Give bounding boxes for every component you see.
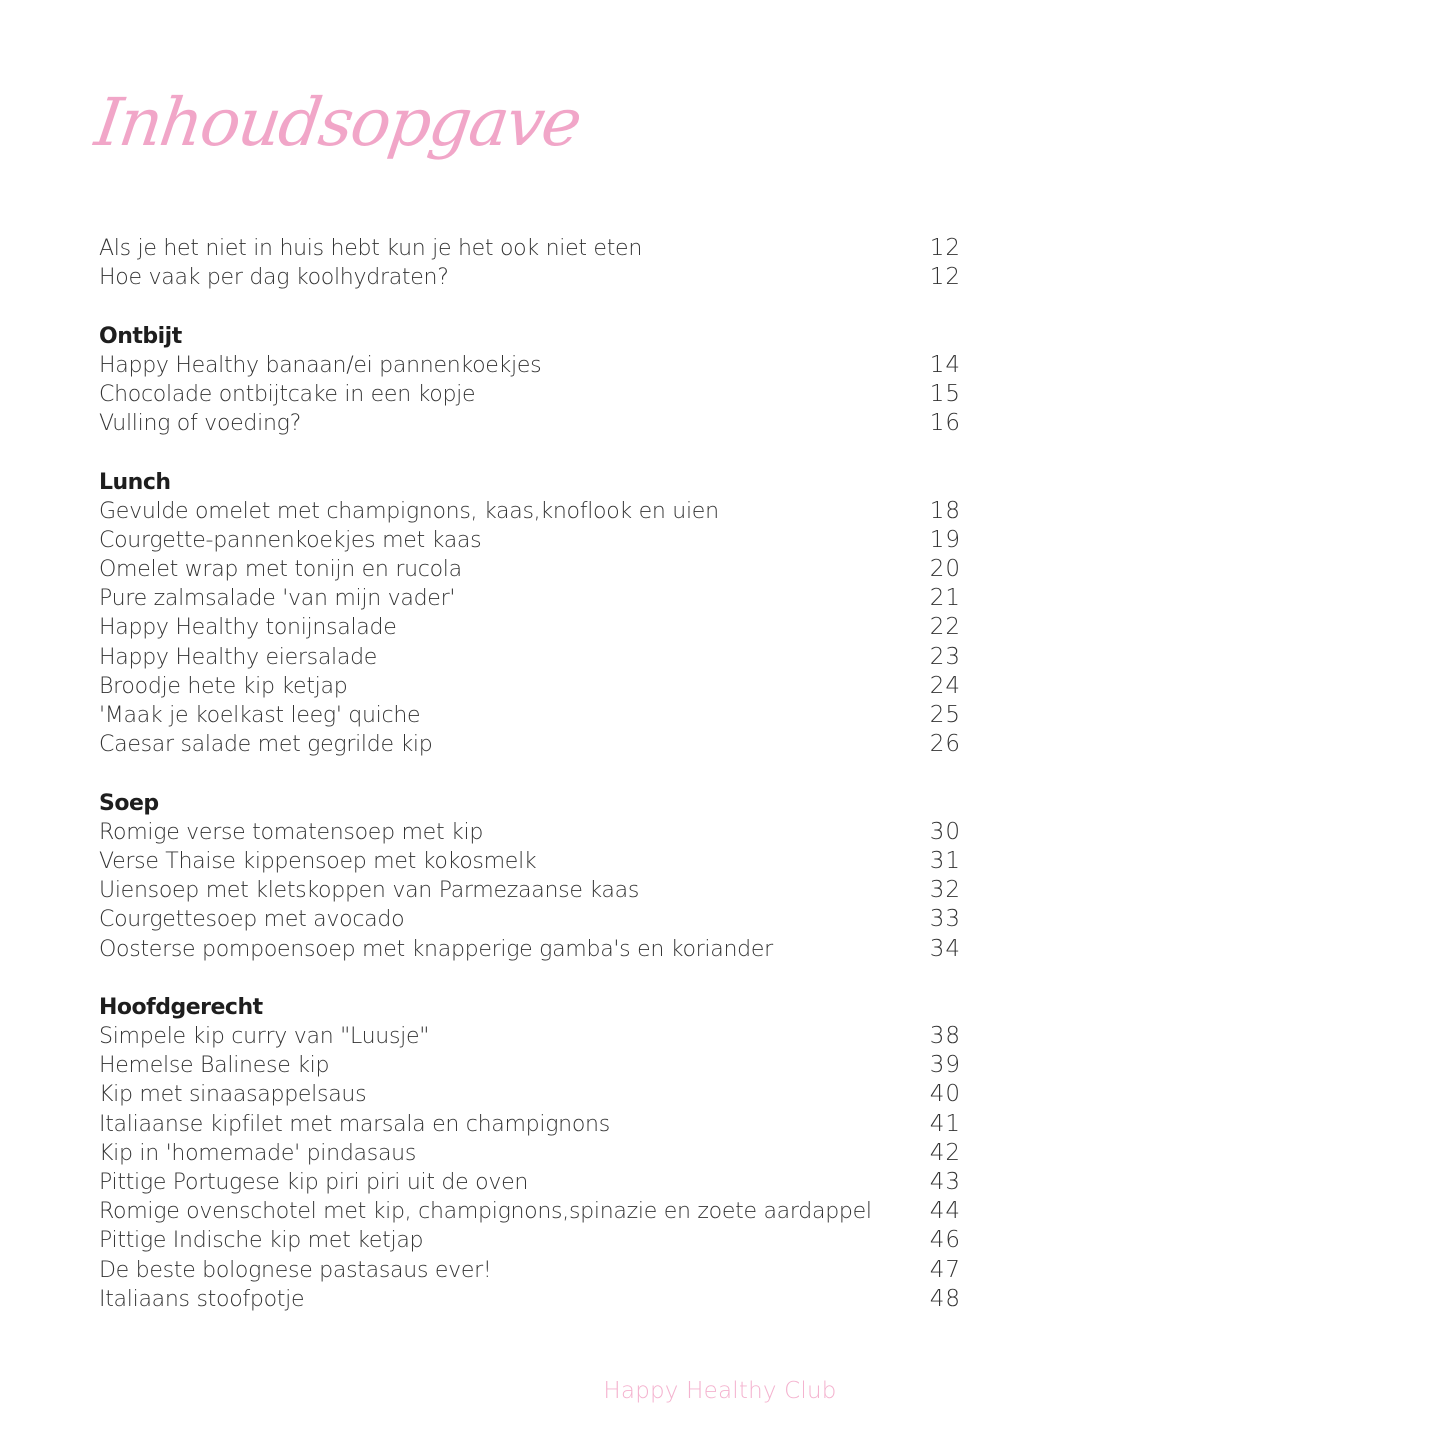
entry-label: Simpele kip curry van "Luusje" (99, 1023, 430, 1050)
entry-label: Omelet wrap met tonijn en rucola (99, 556, 462, 583)
entry-page: 30 (929, 818, 961, 845)
toc-entry[interactable] (99, 1139, 969, 1168)
intro-list (99, 234, 969, 292)
entry-label: Caesar salade met gegrilde kip (99, 731, 433, 758)
entry-label: Italiaanse kipfilet met marsala en champignons (99, 1110, 610, 1137)
toc-entry[interactable] (99, 526, 969, 555)
entry-page: 42 (929, 1139, 961, 1166)
section-heading: Soep (99, 790, 159, 816)
entry-page: 25 (929, 702, 961, 728)
entry-label: Pittige Portugese kip piri piri uit de oven (99, 1169, 529, 1195)
toc-entry[interactable] (99, 876, 969, 905)
entry-page: 47 (929, 1256, 961, 1283)
toc-entry[interactable] (99, 935, 969, 964)
entry-page: 23 (929, 643, 961, 670)
toc-entry[interactable] (99, 409, 969, 438)
entry-label: De beste bolognese pastasaus ever! (99, 1256, 492, 1283)
toc-entry[interactable] (99, 497, 969, 526)
entry-page: 41 (929, 1110, 961, 1137)
entry-label: Hoe vaak per dag koolhydraten? (99, 264, 449, 291)
toc-entry[interactable] (99, 1226, 969, 1255)
section-heading: Hoofdgerecht (99, 994, 263, 1020)
entry-label: 'Maak je koelkast leeg' quiche (99, 702, 421, 728)
entry-label: Romige verse tomatensoep met kip (99, 818, 484, 845)
toc-entry[interactable] (99, 584, 969, 613)
toc-entry[interactable] (99, 1080, 969, 1109)
entry-page: 48 (929, 1285, 961, 1312)
entry-label: Happy Healthy tonijnsalade (99, 614, 397, 641)
entry-label: Broodje hete kip ketjap (99, 672, 348, 699)
entry-page: 32 (929, 877, 961, 904)
entry-label: Kip met sinaasappelsaus (99, 1081, 367, 1108)
entry-label: Pittige Indische kip met ketjap (99, 1227, 424, 1254)
entry-label: Uiensoep met kletskoppen van Parmezaanse kaas (99, 877, 640, 904)
entry-label: Als je het niet in huis hebt kun je het ook niet eten (99, 235, 643, 261)
toc-entry[interactable] (99, 1256, 969, 1285)
entry-label: Happy Healthy eiersalade (99, 643, 378, 670)
entry-label: Romige ovenschotel met kip, champignons,spinazie en zoete aardappel (99, 1198, 872, 1225)
section-hoofdgerecht (99, 993, 969, 1314)
toc-entry[interactable] (99, 1168, 969, 1197)
entry-page: 22 (929, 614, 961, 641)
entry-page: 24 (929, 672, 961, 699)
toc-entry[interactable] (99, 1022, 969, 1051)
page-footer (0, 1378, 1440, 1404)
entry-page: 39 (929, 1052, 961, 1079)
entry-page: 19 (929, 526, 961, 553)
entry-label: Vulling of voeding? (99, 410, 301, 437)
entry-page: 26 (929, 731, 961, 758)
entry-page: 34 (929, 935, 961, 962)
entry-page: 20 (929, 556, 961, 583)
toc-entry[interactable] (99, 263, 969, 292)
toc-entry[interactable] (99, 555, 969, 584)
toc-entry[interactable] (99, 905, 969, 934)
entry-page: 46 (929, 1227, 961, 1254)
table-of-contents (99, 234, 969, 1314)
toc-entry[interactable] (99, 234, 969, 263)
entry-page: 15 (929, 380, 961, 407)
entry-page: 40 (929, 1081, 961, 1108)
toc-entry[interactable] (99, 1110, 969, 1139)
entry-page: 14 (929, 351, 961, 378)
toc-entry[interactable] (99, 613, 969, 642)
toc-entry[interactable] (99, 1285, 969, 1314)
entry-page: 38 (929, 1023, 961, 1050)
entry-label: Pure zalmsalade 'van mijn vader' (99, 585, 456, 612)
entry-page: 21 (929, 585, 961, 612)
section-lunch (99, 468, 969, 760)
toc-entry[interactable] (99, 672, 969, 701)
page-title: Inhoudsopgave (90, 84, 585, 161)
toc-entry[interactable] (99, 643, 969, 672)
entry-page: 16 (929, 410, 961, 437)
entry-label: Chocolade ontbijtcake in een kopje (99, 380, 476, 407)
section-heading: Ontbijt (99, 323, 182, 349)
section-ontbijt (99, 322, 969, 439)
entry-label: Courgettesoep met avocado (99, 906, 405, 933)
entry-page: 44 (929, 1198, 961, 1225)
entry-page: 12 (929, 235, 961, 261)
toc-entry[interactable] (99, 730, 969, 759)
section-heading: Lunch (99, 469, 171, 495)
toc-entry[interactable] (99, 1197, 969, 1226)
entry-page: 18 (929, 497, 961, 524)
footer-brand: Happy Healthy Club (603, 1378, 837, 1404)
entry-label: Happy Healthy banaan/ei pannenkoekjes (99, 351, 542, 378)
entry-label: Courgette-pannenkoekjes met kaas (99, 526, 482, 553)
entry-page: 33 (929, 906, 961, 933)
entry-label: Italiaans stoofpotje (99, 1285, 305, 1312)
toc-entry[interactable] (99, 701, 969, 730)
entry-label: Gevulde omelet met champignons, kaas,knoflook en uien (99, 497, 719, 524)
toc-entry[interactable] (99, 351, 969, 380)
toc-entry[interactable] (99, 818, 969, 847)
entry-label: Kip in 'homemade' pindasaus (99, 1139, 417, 1166)
section-soep (99, 789, 969, 964)
entry-label: Hemelse Balinese kip (99, 1052, 330, 1079)
entry-page: 12 (929, 264, 961, 291)
toc-entry[interactable] (99, 380, 969, 409)
entry-page: 43 (929, 1169, 961, 1195)
entry-label: Verse Thaise kippensoep met kokosmelk (99, 847, 537, 874)
entry-page: 31 (929, 847, 961, 874)
toc-entry[interactable] (99, 847, 969, 876)
toc-entry[interactable] (99, 1051, 969, 1080)
entry-label: Oosterse pompoensoep met knapperige gamba's en koriander (99, 935, 773, 962)
